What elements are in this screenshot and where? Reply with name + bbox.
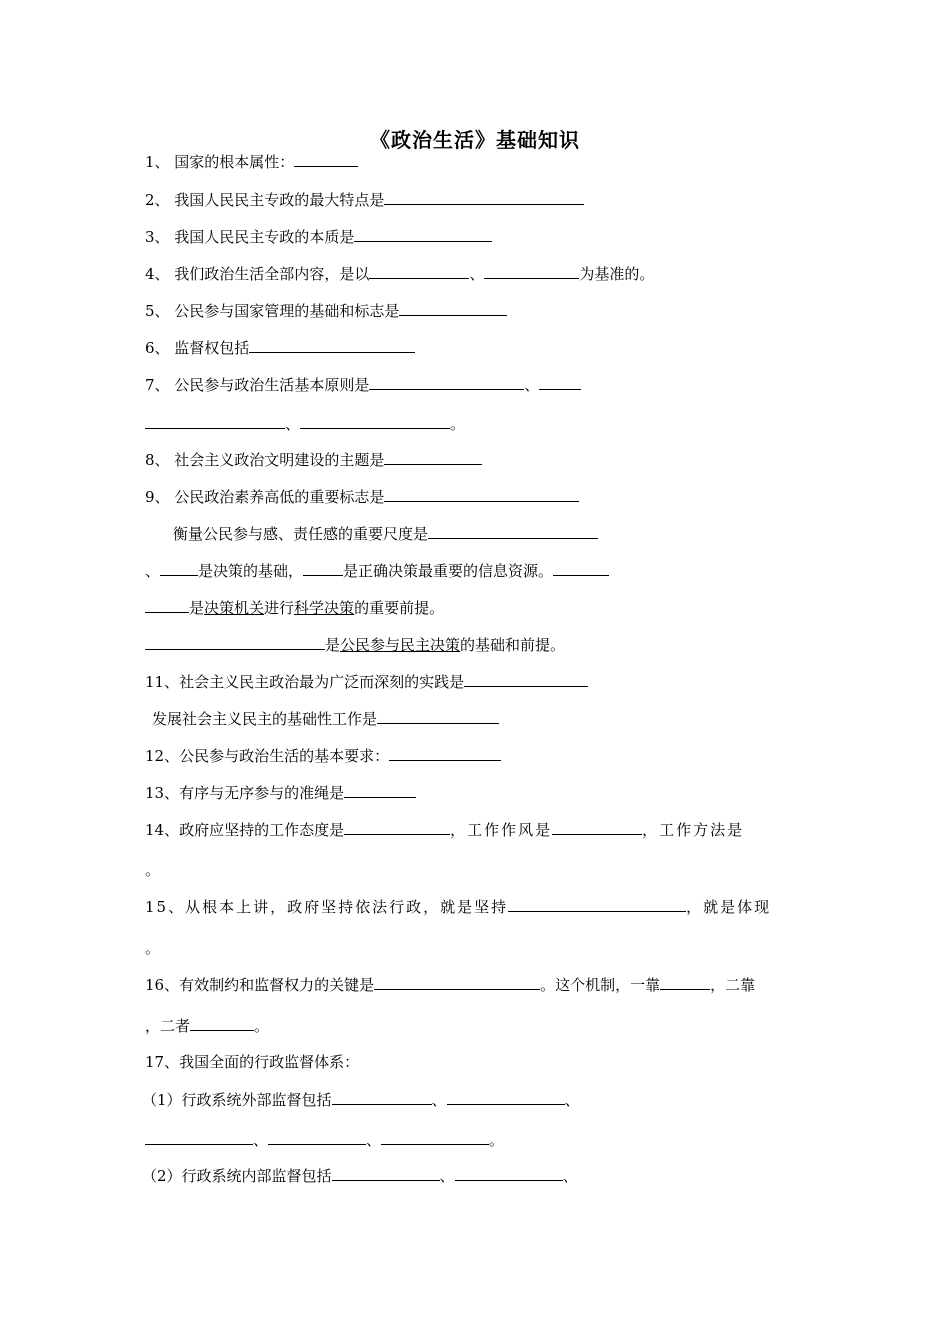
question-9-sub: 衡量公民参与感、责任感的重要尺度是 bbox=[173, 523, 598, 544]
question-10-a: 、 是决策的基础， 是正确决策最重要的信息资源。 bbox=[145, 560, 609, 581]
answer-blank[interactable] bbox=[381, 1129, 489, 1145]
answer-blank[interactable] bbox=[354, 226, 492, 242]
answer-blank[interactable] bbox=[447, 1089, 565, 1105]
answer-blank[interactable] bbox=[145, 634, 325, 650]
answer-blank[interactable] bbox=[455, 1165, 563, 1181]
answer-blank[interactable] bbox=[294, 151, 358, 167]
answer-blank[interactable] bbox=[660, 974, 710, 990]
answer-blank[interactable] bbox=[508, 896, 686, 912]
answer-blank[interactable] bbox=[384, 486, 579, 502]
question-11-sub: 发展社会主义民主的基础性工作是 bbox=[152, 708, 499, 729]
answer-blank[interactable] bbox=[268, 1129, 366, 1145]
answer-blank[interactable] bbox=[332, 1089, 432, 1105]
answer-blank[interactable] bbox=[369, 374, 524, 390]
answer-blank[interactable] bbox=[552, 819, 642, 835]
answer-blank[interactable] bbox=[374, 974, 540, 990]
answer-blank[interactable] bbox=[160, 560, 198, 576]
answer-blank[interactable] bbox=[377, 708, 499, 724]
question-8: 8、 社会主义政治文明建设的主题是 bbox=[145, 449, 482, 470]
answer-blank[interactable] bbox=[369, 263, 469, 279]
answer-blank[interactable] bbox=[389, 745, 501, 761]
question-14: 14、政府应坚持的工作态度是 ，工作作风是 ，工作方法是 bbox=[145, 821, 745, 839]
answer-blank[interactable] bbox=[190, 1015, 254, 1031]
page-title: 《政治生活》基础知识 bbox=[370, 128, 580, 152]
question-17-2: （2）行政系统内部监督包括 、 、 bbox=[142, 1167, 578, 1185]
question-17: 17、我国全面的行政监督体系： bbox=[145, 1053, 360, 1071]
answer-blank[interactable] bbox=[428, 523, 598, 539]
answer-blank[interactable] bbox=[332, 1165, 440, 1181]
answer-blank[interactable] bbox=[464, 671, 588, 687]
answer-blank[interactable] bbox=[300, 413, 450, 429]
question-15-end: 。 bbox=[145, 939, 161, 957]
answer-blank[interactable] bbox=[249, 337, 415, 353]
question-16: 16、有效制约和监督权力的关键是 。这个机制，一靠 ，二靠 bbox=[145, 976, 756, 994]
question-9: 9、 公民政治素养高低的重要标志是 bbox=[145, 486, 579, 507]
question-14-end: 。 bbox=[145, 861, 161, 879]
answer-blank[interactable] bbox=[484, 263, 579, 279]
answer-blank[interactable] bbox=[539, 374, 581, 390]
question-15: 15、从根本上讲，政府坚持依法行政，就是坚持 ，就是体现 bbox=[145, 898, 772, 916]
answer-blank[interactable] bbox=[145, 1129, 253, 1145]
question-1: 1、 国家的根本属性： bbox=[145, 151, 358, 172]
answer-blank[interactable] bbox=[384, 449, 482, 465]
answer-blank[interactable] bbox=[553, 560, 609, 576]
question-17-1: （1）行政系统外部监督包括 、 、 bbox=[142, 1091, 580, 1109]
answer-blank[interactable] bbox=[344, 819, 450, 835]
question-11: 11、社会主义民主政治最为广泛而深刻的实践是 bbox=[145, 671, 588, 692]
question-6: 6、 监督权包括 bbox=[145, 337, 415, 358]
question-7: 7、 公民参与政治生活基本原则是 、 bbox=[145, 374, 581, 395]
question-5: 5、 公民参与国家管理的基础和标志是 bbox=[145, 300, 507, 321]
answer-blank[interactable] bbox=[303, 560, 343, 576]
question-10-b: 是决策机关进行科学决策的重要前提。 bbox=[145, 597, 444, 618]
question-12: 12、公民参与政治生活的基本要求： bbox=[145, 745, 501, 766]
answer-blank[interactable] bbox=[145, 597, 189, 613]
question-16-continued: ，二者 。 bbox=[145, 1017, 270, 1035]
answer-blank[interactable] bbox=[145, 413, 285, 429]
answer-blank[interactable] bbox=[344, 782, 416, 798]
question-10-c: 是公民参与民主决策的基础和前提。 bbox=[145, 634, 565, 655]
question-3: 3、 我国人民民主专政的本质是 bbox=[145, 226, 492, 247]
answer-blank[interactable] bbox=[399, 300, 507, 316]
question-2: 2、 我国人民民主专政的最大特点是 bbox=[145, 189, 584, 210]
question-17-1-continued: 、 、 。 bbox=[145, 1129, 504, 1150]
question-13: 13、有序与无序参与的准绳是 bbox=[145, 782, 416, 803]
question-7-continued: 、 。 bbox=[145, 413, 465, 434]
question-4: 4、 我们政治生活全部内容，是以 、 为基准的。 bbox=[145, 265, 655, 283]
answer-blank[interactable] bbox=[384, 189, 584, 205]
